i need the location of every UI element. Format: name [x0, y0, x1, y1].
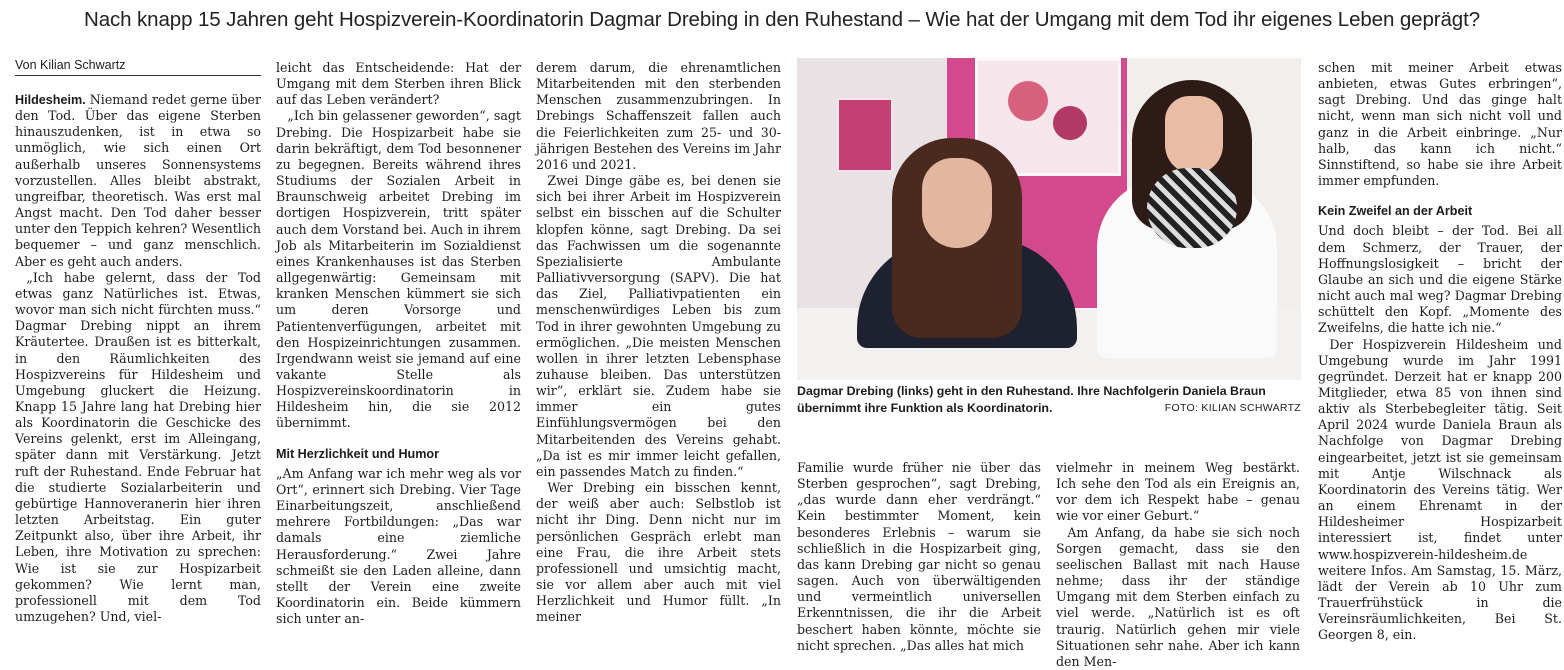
- photo-wall-picture: [837, 98, 893, 172]
- column-6: [1318, 60, 1562, 643]
- article-headline: Nach knapp 15 Jahren geht Hospizverein-Koordinatorin Dagmar Drebing in den Ruhestand – Wie hat der Umgang mit dem Tod ihr eigenes Leben geprägt?: [83, 8, 1480, 31]
- column-5: [1056, 460, 1300, 670]
- paragraph: vielmehr in meinem Weg bestärkt. Ich sehe den Tod als ein Ereignis an, vor dem ich Respekt habe – genau wie vor einer Geburt.“: [1056, 460, 1300, 524]
- paragraph: Wer Drebing ein bisschen kennt, der weiß aber auch: Selbstlob ist nicht ihr Ding. Denn nicht nur im persönlichen Gespräch erlebt man eine Frau, die ihre Arbeit stets professionell und umsichtig macht, sie vor allem aber auch mit viel Herzlichkeit und Humor füllt. „In meiner: [536, 480, 781, 625]
- subheading: Kein Zweifel an der Arbeit: [1318, 204, 1473, 219]
- paragraph: Familie wurde früher nie über das Sterben gesprochen“, sagt Drebing, „das wurde dann eher verdrängt.“ Kein bestimmter Moment, kein besonderes Erlebnis – warum sie schließlich in die Hospizarbeit ging, das kann Drebing gar nicht so genau sagen. Auch von überwältigenden und vermeintlich universellen Erkenntnissen, die ihr die Arbeit beschert haben könnte, möchte sie nicht sprechen. „Das alles hat mich: [797, 460, 1041, 653]
- paragraph: Der Hospizverein Hildesheim und Umgebung wurde im Jahr 1991 gegründet. Derzeit hat er knapp 200 Mitglieder, etwa 85 von ihnen sind aktiv als Sterbebegleiter tätig. Seit April 2024 wurde Daniela Braun als Nachfolge von Dagmar Drebing eingearbeitet, jetzt ist sie gemeinsam mit Antje Wilschnack als Koordinatorin des Vereins tätig. Wer an einem Ehrenamt in der Hildesheimer Hospizarbeit interessiert ist, findet unter www.hospizverein-hildesheim.de weitere Infos. Am Samstag, 15. März, lädt der Verein ab 10 Uhr zum Trauerfrühstück in die Vereinsräumlichkeiten, Bei St. Georgen 8, ein.: [1318, 336, 1562, 643]
- photo-person-right-face: [1165, 96, 1223, 174]
- photo-scarf: [1147, 168, 1237, 248]
- paragraph: „Ich habe gelernt, dass der Tod etwas ganz Natürliches ist. Etwas, wovor man sich nicht fürchten muss.“ Dagmar Drebing nippt an ihrem Kräutertee. Draußen ist es bitterkalt, in den Räumlichkeiten des Hospizvereins für Hildesheim und Umgebung gluckert die Heizung. Knapp 15 Jahre lang hat Drebing hier als Koordinatorin die Geschicke des Vereins gelenkt, erst im Alleingang, später dann mit Verstärkung. Jetzt ruft der Ruhestand. Ende Februar hat die studierte Sozialarbeiterin und gebürtige Hannoveranerin hier ihren letzten Arbeitstag. Ein guter Zeitpunkt also, über ihre Arbeit, ihr Leben, ihre Motivation zu sprechen: Wie ist sie zur Hospizarbeit gekommen? Wie lernt man, professionell mit dem Tod umzugehen? Und, viel-: [15, 269, 261, 624]
- column-4: [797, 460, 1041, 654]
- byline: Von Kilian Schwartz: [15, 58, 261, 76]
- paragraph: leicht das Entscheidende: Hat der Umgang mit dem Sterben ihren Blick auf das Leben verändert?: [276, 60, 521, 108]
- subheading: Mit Herzlichkeit und Humor: [276, 446, 440, 461]
- paragraph: Zwei Dinge gäbe es, bei denen sie sich bei ihrer Arbeit im Hospizverein selbst ein bisschen auf die Schulter klopfen könne, sagt Drebing. Da sei das Fachwissen um die sogenannte Spezialisierte Ambulante Palliativversorgung (SAPV). Die hat das Ziel, Palliativpatienten ein menschenwürdiges Leben bis zum Tod in ihrer gewohnten Umgebung zu ermöglichen. „Die meisten Menschen wollen in ihrer letzten Lebensphase zuhause bleiben. Das unterstützen wir“, erklärt sie. Zudem habe sie immer ein gutes Einfühlungsvermögen bei den Mitarbeitenden des Vereins gehabt. „Da ist es mir immer leicht gefallen, ein passendes Match zu finden.“: [536, 173, 781, 479]
- location-tag: Hildesheim.: [15, 93, 86, 107]
- paragraph: „Ich bin gelassener geworden“, sagt Drebing. Die Hospizarbeit habe sie darin bekräftigt, dem Tod besonnener zu begegnen. Bereits während ihres Studiums der Sozialen Arbeit in Braunschweig arbeitet Drebing im dortigen Hospizverein, tritt später auch dem Vorstand bei. Auch in ihrem Job als Mitarbeiterin im Sozialdienst eines Krankenhauses ist das Sterben allgegenwärtig: Gemeinsam mit kranken Menschen kümmert sie sich um deren Vorsorge und Patientenverfügungen, arbeitet mit den Hospizeinrichtungen zusammen. Irgendwann weist sie jemand auf eine vakante Stelle als Hospizvereinskoordinatorin in Hildesheim hin, die sie 2012 übernimmt.: [276, 108, 521, 431]
- paragraph: Am Anfang, da habe sie sich noch Sorgen gemacht, dass sie den seelischen Ballast mit nach Hause nehme; dass ihr der ständige Umgang mit dem Sterben einfach zu viel werde. „Natürlich ist es oft traurig. Natürlich gehen mir viele Situationen sehr nahe. Aber ich kann den Men-: [1056, 524, 1300, 669]
- column-2: [276, 60, 521, 627]
- paragraph: schen mit meiner Arbeit etwas anbieten, etwas Gutes erbringen“, sagt Drebing. Und das ginge halt nicht, wenn man sich nicht voll und ganz in die Arbeit einbringe. „Nur halb, das kann ich nicht.“ Sinnstiftend, so habe sie ihre Arbeit immer empfunden.: [1318, 60, 1562, 189]
- column-3: [536, 60, 781, 625]
- paragraph: derem darum, die ehrenamtlichen Mitarbeitenden mit den sterbenden Menschen zusammenzubringen. In Drebings Schaffenszeit fallen auch die Feierlichkeiten zum 25- und 30-jährigen Bestehen des Vereins im Jahr 2016 und 2021.: [536, 60, 781, 172]
- paragraph: [15, 92, 261, 270]
- caption-text: Dagmar Drebing (links) geht in den Ruhestand. Ihre Nachfolgerin Daniela Braun übernimmt ihre Funktion als Koordinatorin.: [797, 384, 1266, 415]
- article-photo: [797, 58, 1301, 380]
- photo-person-left-face: [922, 158, 992, 248]
- photo-credit: FOTO: KILIAN SCHWARTZ: [1164, 402, 1301, 414]
- photo-flower: [1053, 106, 1087, 140]
- column-1: [15, 92, 261, 625]
- photo-flower: [1008, 81, 1048, 121]
- paragraph-text: Niemand redet gerne über den Tod. Über das eigene Sterben hinauszudenken, ist in etwa so unmöglich, wie sich einen Ort außerhalb unseres Sonnensystems vorzustellen. Alles bleibt abstrakt, ungreifbar, theoretisch. Was erst mal Angst macht. Den Tod daher besser unter den Teppich kehren? Wesentlich bequemer – und ganz menschlich. Aber es geht auch anders.: [15, 92, 261, 269]
- paragraph: „Am Anfang war ich mehr weg als vor Ort“, erinnert sich Drebing. Vier Tage Einarbeitungszeit, anschließend mehrere Fortbildungen: „Das war damals eine ziemliche Herausforderung.“ Zwei Jahre schmeißt sie den Laden alleine, dann stellt der Verein eine zweite Koordinatorin ein. Beide kümmern sich unter an-: [276, 465, 521, 627]
- photo-caption: [797, 383, 1301, 417]
- paragraph: Und doch bleibt – der Tod. Bei all dem Schmerz, der Trauer, der Hoffnungslosigkeit – bricht der Glaube an sich und die eigene Stärke nicht auch mal weg? Dagmar Drebing schüttelt den Kopf. „Momente des Zweifelns, die hatte ich nie.“: [1318, 223, 1562, 336]
